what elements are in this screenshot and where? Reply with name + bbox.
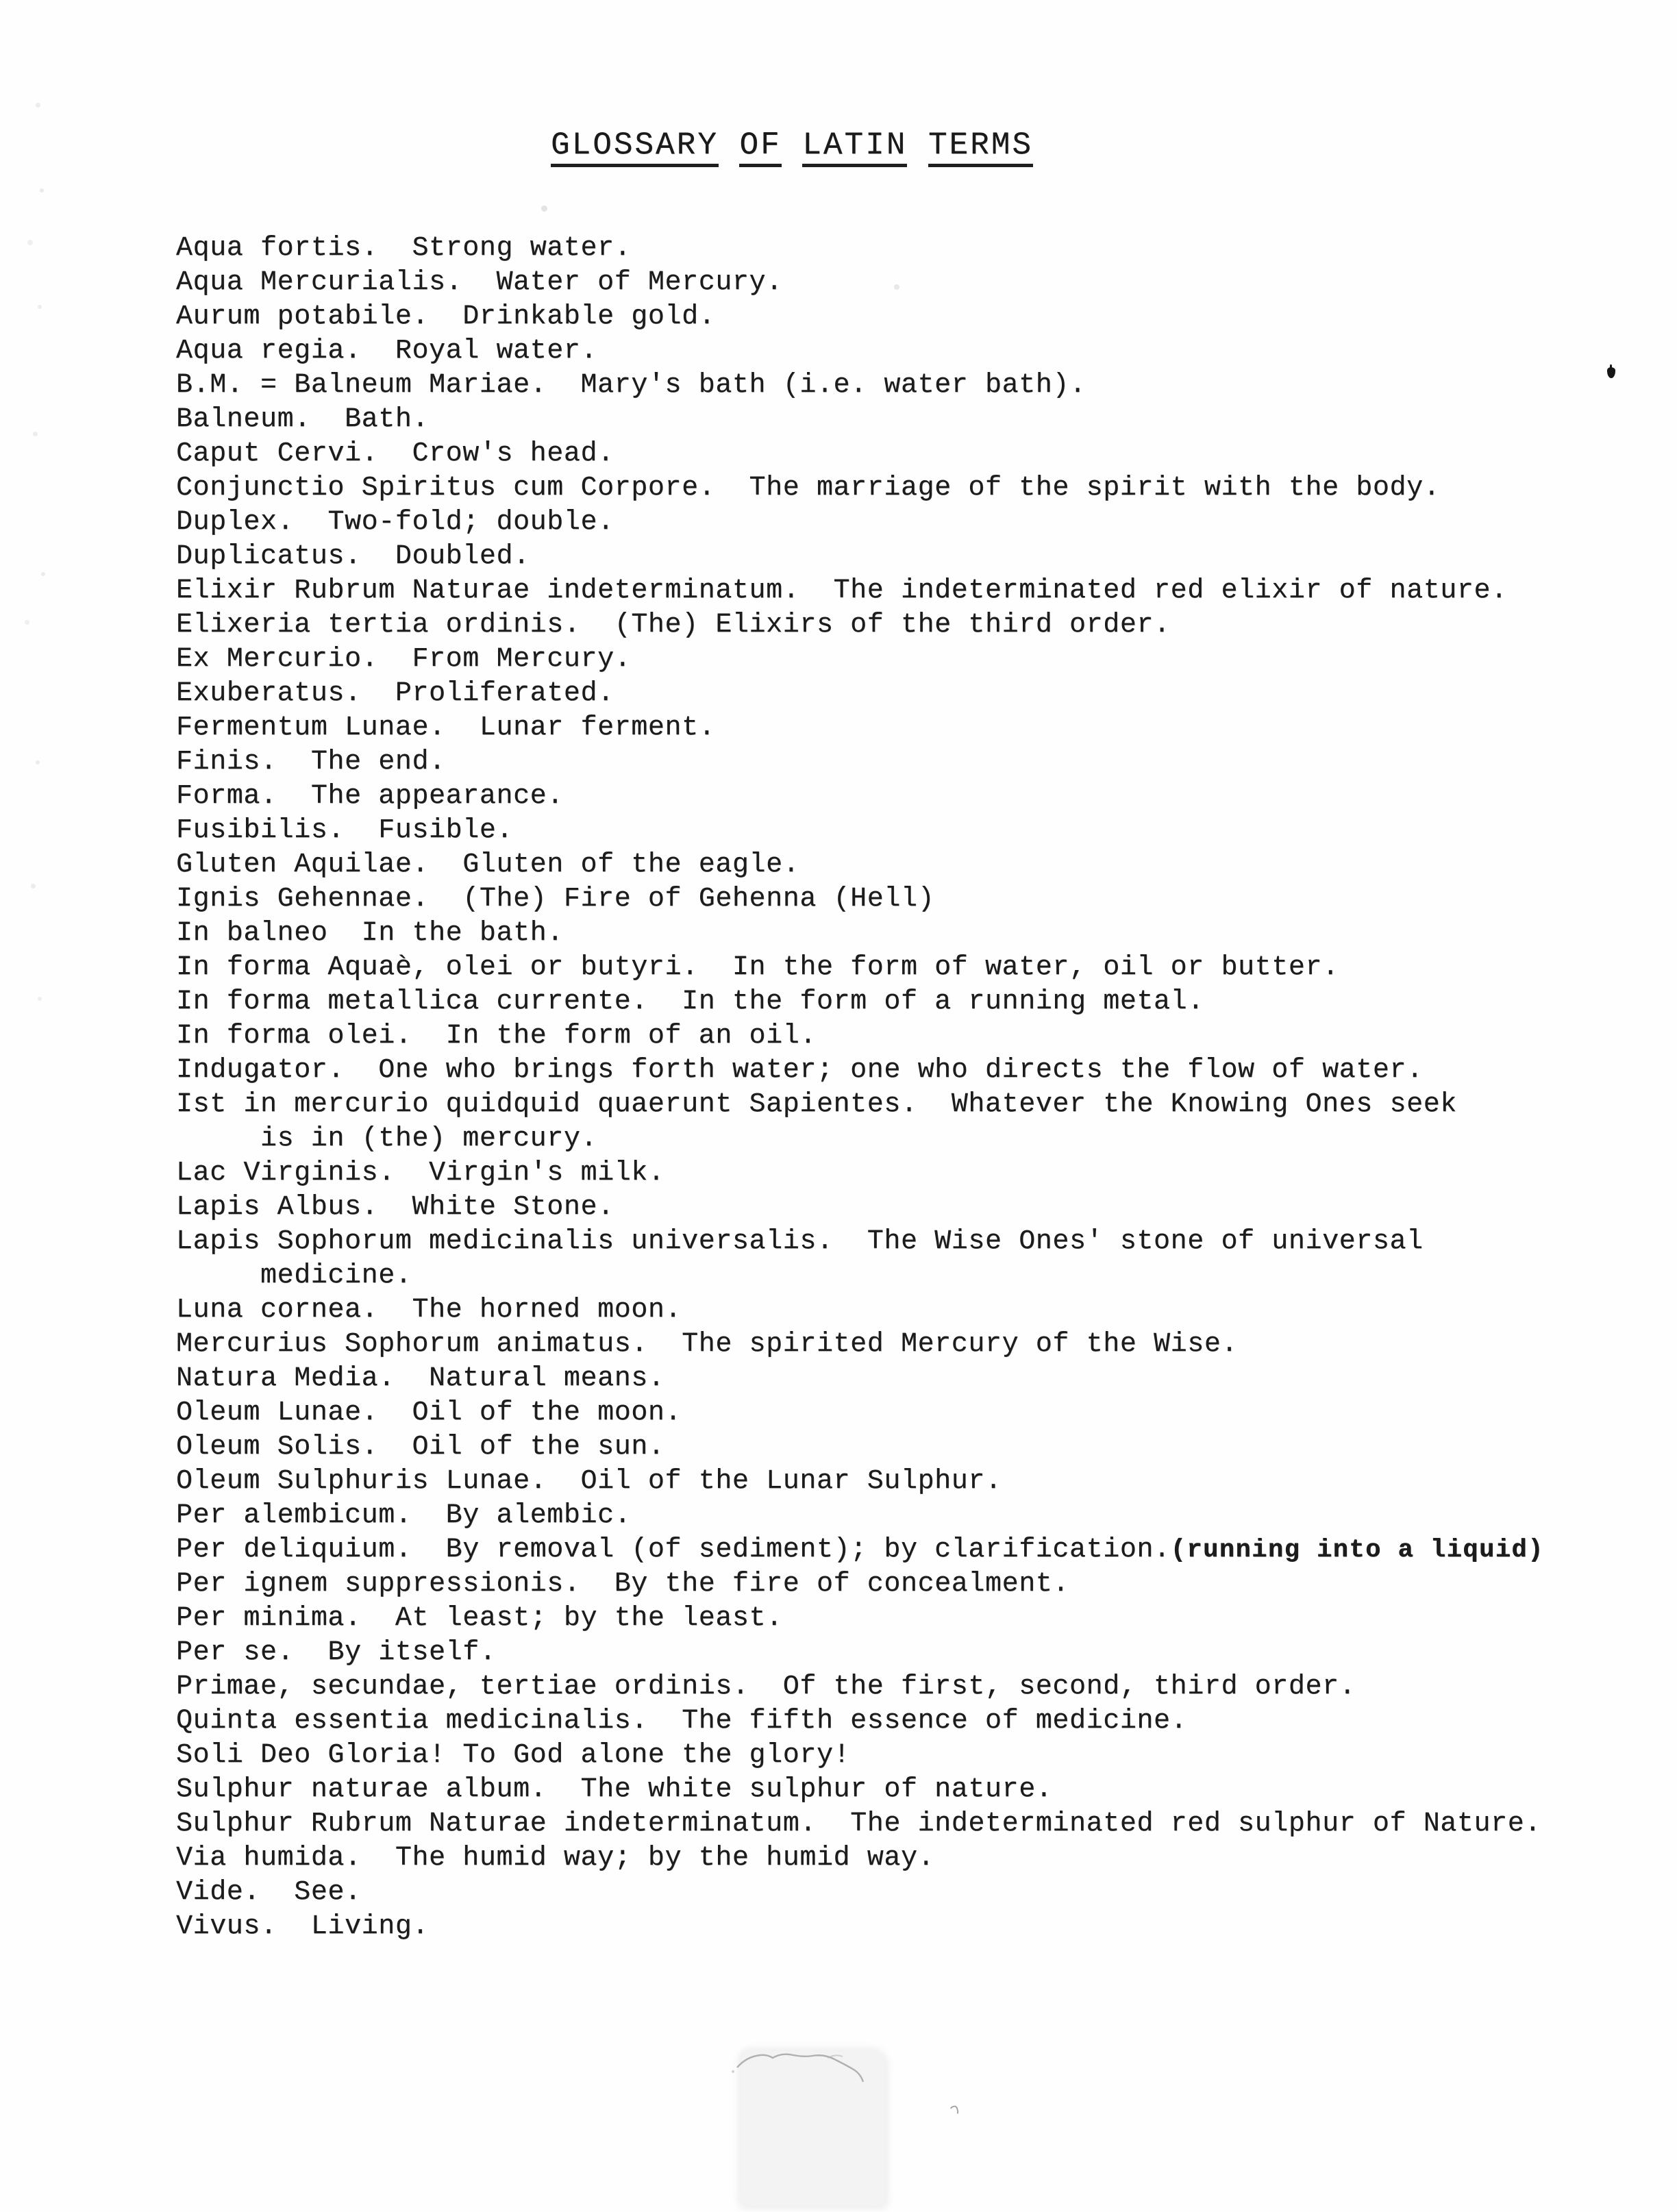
glossary-line-text: Vide. See. — [176, 1877, 362, 1908]
glossary-line — [176, 1259, 1544, 1293]
glossary-line — [176, 1670, 1544, 1704]
glossary-line — [176, 711, 1544, 745]
glossary-line-text: Vivus. Living. — [176, 1911, 430, 1942]
glossary-line-text: In forma olei. In the form of an oil. — [176, 1021, 817, 1052]
glossary-line — [176, 1636, 1544, 1670]
glossary-line-text: In forma metallica currente. In the form of a running metal. — [176, 986, 1204, 1017]
title-word: GLOSSARY — [551, 127, 719, 167]
glossary-line-text: Conjunctio Spiritus cum Corpore. The marriage of the spirit with the body. — [176, 473, 1441, 504]
glossary-line-text: Finis. The end. — [176, 747, 446, 778]
paper-speck — [41, 572, 45, 576]
glossary-line-text: Aurum potabile. Drinkable gold. — [176, 301, 716, 332]
glossary-line-text: Lapis Albus. White Stone. — [176, 1192, 614, 1223]
pencil-mark — [948, 2105, 959, 2117]
glossary-line — [176, 1362, 1544, 1396]
handtyped-annotation: (running into a liquid) — [1170, 1536, 1544, 1565]
glossary-line — [176, 1430, 1544, 1465]
glossary-line — [176, 917, 1544, 951]
glossary-line-text: Fermentum Lunae. Lunar ferment. — [176, 712, 716, 743]
glossary-line — [176, 334, 1544, 369]
glossary-line — [176, 1088, 1544, 1122]
paper-speck — [38, 997, 42, 1001]
ink-blot — [1607, 367, 1615, 378]
glossary-line-text: Primae, secundae, tertiae ordinis. Of the first, second, third order. — [176, 1672, 1356, 1702]
paper-speck — [36, 760, 40, 765]
glossary-line-text: Per se. By itself. — [176, 1637, 497, 1668]
title-word: LATIN — [802, 127, 907, 167]
glossary-line — [176, 1122, 1544, 1156]
glossary-line-text: is in (the) mercury. — [260, 1123, 598, 1154]
glossary-line — [176, 437, 1544, 471]
glossary-line-text: Oleum Lunae. Oil of the moon. — [176, 1397, 682, 1428]
glossary-line — [176, 1704, 1544, 1739]
glossary-line — [176, 1876, 1544, 1910]
glossary-line — [176, 951, 1544, 985]
glossary-line-text: Indugator. One who brings forth water; one who directs the flow of water. — [176, 1055, 1424, 1086]
glossary-line-text: Ist in mercurio quidquid quaerunt Sapientes. Whatever the Knowing Ones seek — [176, 1089, 1457, 1120]
paper-speck — [31, 884, 36, 888]
glossary-line-text: Lac Virginis. Virgin's milk. — [176, 1158, 665, 1189]
glossary-line-text: In balneo In the bath. — [176, 918, 564, 949]
glossary-line-text: Ignis Gehennae. (The) Fire of Gehenna (Hell) — [176, 884, 935, 915]
glossary-line-text: Lapis Sophorum medicinalis universalis. The Wise Ones' stone of universal — [176, 1226, 1424, 1257]
glossary-line — [176, 1054, 1544, 1088]
title-word: OF — [739, 127, 781, 167]
glossary-line — [176, 780, 1544, 814]
glossary-line — [176, 1465, 1544, 1499]
glossary-line — [176, 643, 1544, 677]
glossary-line — [176, 1910, 1544, 1944]
glossary-line — [176, 848, 1544, 882]
glossary-line-text: medicine. — [260, 1260, 412, 1291]
glossary-line — [176, 1191, 1544, 1225]
glossary-line — [176, 540, 1544, 574]
glossary-line-text: Per deliquium. By removal (of sediment); by clarification. — [176, 1534, 1171, 1565]
glossary-line — [176, 1807, 1544, 1841]
glossary-line — [176, 608, 1544, 643]
glossary-line-text: Exuberatus. Proliferated. — [176, 678, 614, 709]
glossary-line-text: Aqua fortis. Strong water. — [176, 233, 632, 264]
glossary-line — [176, 232, 1544, 266]
glossary-line — [176, 506, 1544, 540]
glossary-line — [176, 574, 1544, 608]
glossary-line-text: Fusibilis. Fusible. — [176, 815, 514, 846]
glossary-line — [176, 1019, 1544, 1054]
paper-speck — [27, 240, 33, 245]
paper-speck — [894, 284, 899, 290]
glossary-line-text: Oleum Sulphuris Lunae. Oil of the Lunar Sulphur. — [176, 1466, 1002, 1497]
glossary-text-block — [176, 232, 1544, 1944]
glossary-line-text: Aqua Mercurialis. Water of Mercury. — [176, 267, 783, 298]
glossary-line — [176, 1396, 1544, 1430]
glossary-line-text: B.M. = Balneum Mariae. Mary's bath (i.e. water bath). — [176, 370, 1086, 401]
glossary-line-text: Per alembicum. By alembic. — [176, 1500, 632, 1531]
paper-speck — [33, 432, 38, 436]
glossary-line — [176, 1739, 1544, 1773]
glossary-line — [176, 403, 1544, 437]
glossary-line — [176, 1156, 1544, 1191]
glossary-line-text: Forma. The appearance. — [176, 781, 564, 812]
pencil-squiggle — [725, 2039, 903, 2087]
glossary-line-text: Per ignem suppressionis. By the fire of concealment. — [176, 1569, 1070, 1600]
glossary-line — [176, 1567, 1544, 1602]
glossary-line — [176, 1293, 1544, 1328]
paper-speck — [36, 103, 40, 108]
glossary-line — [176, 745, 1544, 780]
glossary-line — [176, 1602, 1544, 1636]
glossary-line-text: Mercurius Sophorum animatus. The spirited Mercury of the Wise. — [176, 1329, 1239, 1360]
glossary-line-text: Natura Media. Natural means. — [176, 1363, 665, 1394]
glossary-line — [176, 985, 1544, 1019]
glossary-line-text: Quinta essentia medicinalis. The fifth essence of medicine. — [176, 1706, 1188, 1737]
glossary-line-text: Gluten Aquilae. Gluten of the eagle. — [176, 849, 800, 880]
glossary-line-text: Aqua regia. Royal water. — [176, 336, 598, 366]
glossary-line — [176, 814, 1544, 848]
glossary-line — [176, 882, 1544, 917]
glossary-line-text: Caput Cervi. Crow's head. — [176, 438, 614, 469]
page-title — [0, 127, 1584, 167]
glossary-line — [176, 1225, 1544, 1259]
glossary-line-text: Luna cornea. The horned moon. — [176, 1295, 682, 1326]
paper-speck — [40, 188, 44, 192]
glossary-line-text: Duplicatus. Doubled. — [176, 541, 530, 572]
glossary-line-text: Per minima. At least; by the least. — [176, 1603, 783, 1634]
paper-speck — [541, 206, 547, 212]
paper-speck — [25, 620, 29, 625]
glossary-line — [176, 266, 1544, 300]
glossary-line-text: Elixir Rubrum Naturae indeterminatum. The indeterminated red elixir of nature. — [176, 575, 1508, 606]
glossary-line — [176, 471, 1544, 506]
glossary-line-text: Oleum Solis. Oil of the sun. — [176, 1432, 665, 1463]
glossary-line-text: Sulphur naturae album. The white sulphur of nature. — [176, 1774, 1053, 1805]
glossary-line-text: Balneum. Bath. — [176, 404, 430, 435]
glossary-line-text: Via humida. The humid way; by the humid way. — [176, 1843, 935, 1874]
glossary-line-text: In forma Aquaè, olei or butyri. In the form of water, oil or butter. — [176, 952, 1339, 983]
glossary-line-text: Duplex. Two-fold; double. — [176, 507, 614, 538]
glossary-line — [176, 677, 1544, 711]
glossary-line — [176, 1773, 1544, 1807]
paper-speck — [38, 305, 42, 309]
glossary-line — [176, 1841, 1544, 1876]
glossary-line-text: Soli Deo Gloria! To God alone the glory! — [176, 1740, 851, 1771]
glossary-line — [176, 1533, 1544, 1567]
glossary-line — [176, 300, 1544, 334]
glossary-line — [176, 369, 1544, 403]
glossary-line — [176, 1328, 1544, 1362]
glossary-line-text: Ex Mercurio. From Mercury. — [176, 644, 632, 675]
glossary-line — [176, 1499, 1544, 1533]
glossary-line-text: Elixeria tertia ordinis. (The) Elixirs of the third order. — [176, 610, 1171, 641]
glossary-line-text: Sulphur Rubrum Naturae indeterminatum. The indeterminated red sulphur of Nature. — [176, 1809, 1541, 1839]
title-word: TERMS — [928, 127, 1033, 167]
correction-patch-smudge — [741, 2051, 885, 2206]
